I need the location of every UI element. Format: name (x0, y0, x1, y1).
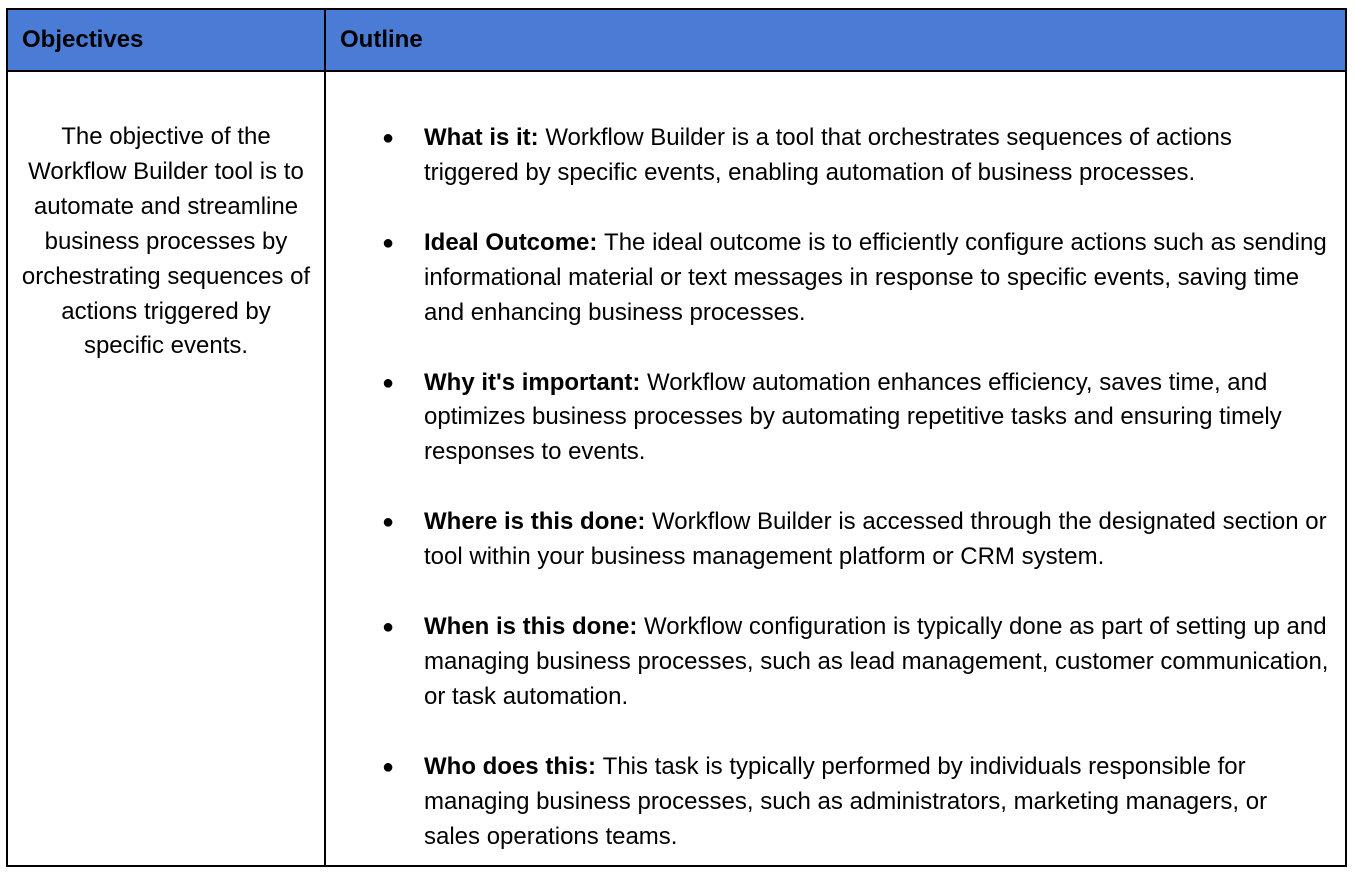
outline-item-text: This task is typically performed by individuals responsible for managing business processes, such as administrators, marketing managers, or sales operations teams. (424, 752, 1268, 850)
outline-item-why (326, 366, 1329, 471)
bullet-icon: ● (382, 511, 395, 534)
objectives-cell (7, 71, 325, 866)
outline-item-ideal-outcome (326, 226, 1329, 331)
bullet-icon: ● (382, 616, 395, 639)
outline-cell (325, 71, 1346, 866)
outline-item-label: What is it: (424, 124, 546, 151)
outline-item-label: Why it's important: (424, 368, 648, 396)
outline-item-where (326, 505, 1329, 575)
outline-item-text: Workflow automation enhances efficiency, saves time, and optimizes business processes by automating repetitive tasks and ensuring timely responses to events. (424, 368, 1282, 466)
outline-item-label: Where is this done: (424, 508, 653, 536)
table-header-row (7, 9, 1346, 71)
outline-item-who (326, 750, 1329, 855)
bullet-icon: ● (382, 755, 395, 778)
outline-header: Outline (325, 9, 1346, 71)
bullet-icon: ● (382, 127, 395, 149)
outline-item-text: The ideal outcome is to efficiently configure actions such as sending informational material or text messages in response to specific events, saving time and enhancing business processes. (424, 228, 1327, 326)
outline-list (326, 72, 1345, 855)
objective-text: The objective of the Workflow Builder tool is to automate and streamline business processes by orchestrating sequences of actions triggered by specific events. (21, 123, 311, 360)
outline-item-when (326, 610, 1329, 715)
outline-item-label: Who does this: (424, 752, 603, 780)
outline-item-text: Workflow Builder is accessed through the designated section or tool within your business management platform or CRM system. (424, 508, 1327, 571)
outline-item-text: Workflow configuration is typically done as part of setting up and managing business processes, such as lead management, customer communication, or task automation. (424, 613, 1329, 710)
outline-item-text: Workflow Builder is a tool that orchestrates sequences of actions triggered by specific events, enabling automation of business processes. (424, 124, 1232, 186)
objectives-header: Objectives (7, 9, 325, 71)
bullet-icon: ● (382, 231, 395, 254)
objectives-outline-table (6, 8, 1347, 867)
outline-item-label: Ideal Outcome: (424, 228, 605, 256)
outline-item-what (326, 121, 1329, 191)
table-body-row (7, 71, 1346, 866)
outline-item-label: When is this done: (424, 613, 644, 641)
bullet-icon: ● (382, 371, 395, 394)
